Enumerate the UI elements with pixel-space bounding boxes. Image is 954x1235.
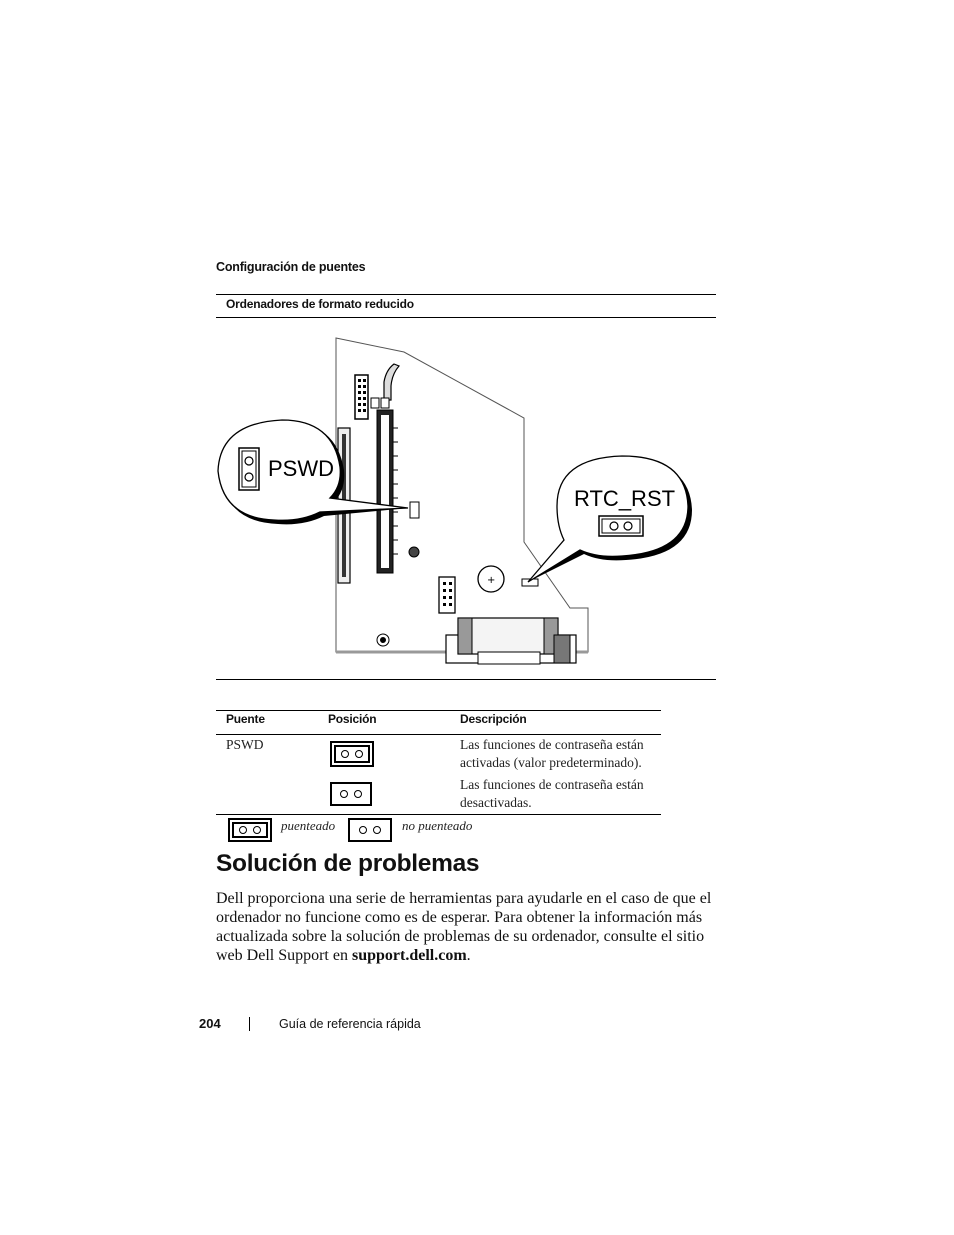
footer-divider — [249, 1017, 250, 1031]
row-jumper-name: PSWD — [226, 737, 264, 752]
page-number: 204 — [199, 1016, 221, 1031]
row-2-description: Las funciones de contraseña están desactivadas. — [460, 777, 644, 810]
header-posicion: Posición — [328, 712, 377, 726]
legend-unjumpered-label: no puenteado — [402, 818, 473, 833]
figure-bottom-rule — [216, 679, 716, 680]
header-descripcion: Descripción — [460, 712, 527, 726]
table-header-rule — [216, 734, 661, 735]
row-1-description: Las funciones de contraseña están activadas (valor predeterminado). — [460, 737, 644, 770]
caption-top-rule — [216, 294, 716, 295]
legend-jumpered-label: puenteado — [281, 818, 336, 833]
support-link[interactable]: support.dell.com — [351, 947, 467, 964]
unjumpered-pins-icon — [330, 782, 372, 806]
section-heading: Configuración de puentes — [216, 260, 366, 274]
motherboard-diagram — [216, 330, 716, 675]
caption-bottom-rule — [216, 317, 716, 318]
legend-jumpered-icon — [228, 818, 272, 842]
legend-unjumpered-icon — [348, 818, 392, 842]
troubleshooting-heading: Solución de problemas — [216, 850, 480, 877]
body-paragraph: Dell proporciona una serie de herramientas para ayudarle en el caso de que el ordenador no funcione como es de esperar. Para obtener la información más actualizada sobre la solución de problemas de su ordenador, consulte el sitio web Dell Support en support.dell.com. — [216, 890, 712, 964]
header-puente: Puente — [226, 712, 265, 726]
table-top-rule — [216, 710, 661, 711]
pswd-callout-label: PSWD — [268, 456, 334, 481]
table-bottom-rule — [216, 814, 661, 815]
rtc-callout-label: RTC_RST — [574, 486, 676, 511]
jumpered-pins-icon — [330, 741, 374, 767]
figure-caption: Ordenadores de formato reducido — [226, 297, 414, 311]
footer-title: Guía de referencia rápida — [279, 1017, 421, 1031]
svg-text:+: + — [487, 575, 496, 586]
